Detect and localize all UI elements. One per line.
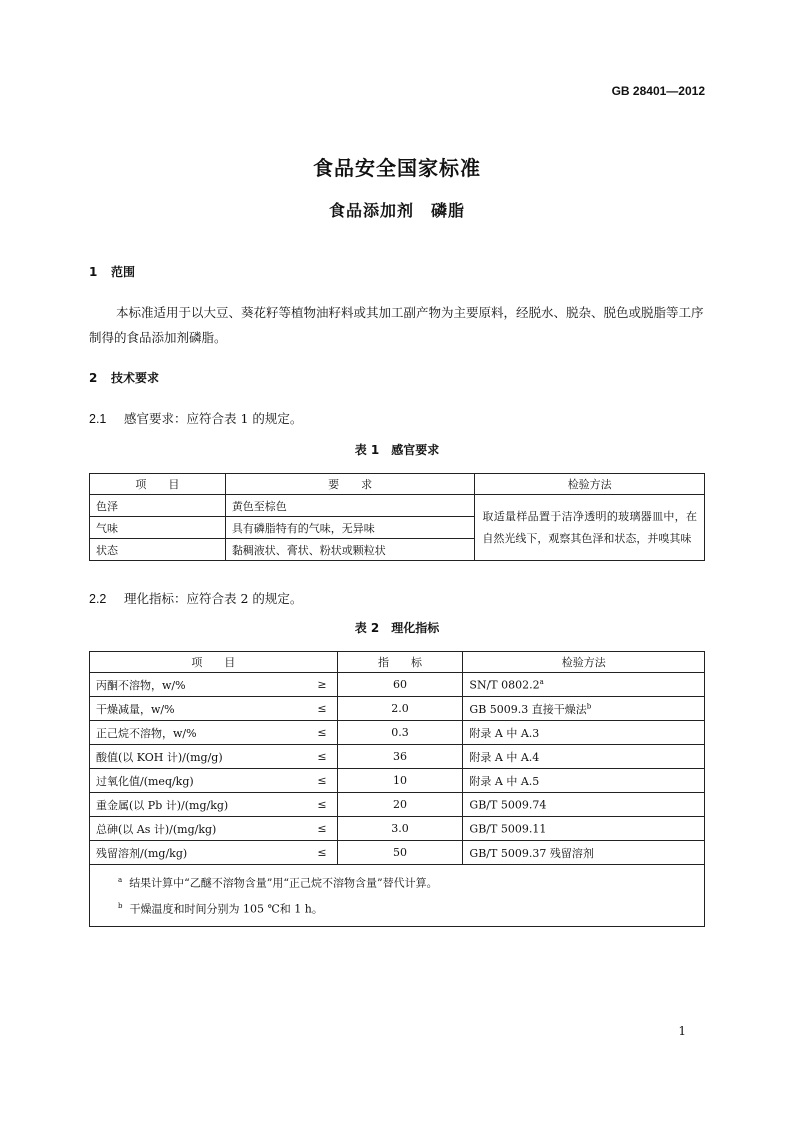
row-item: 干燥减量，w/% (90, 697, 290, 721)
row-comparator: ≤ (289, 769, 337, 793)
row-method (463, 817, 705, 841)
row-value: 3.0 (337, 817, 463, 841)
clause-2-2 (89, 589, 302, 607)
clause-number: 2.2 (89, 592, 107, 606)
row-requirement: 黏稠液状、膏状、粉状或颗粒状 (225, 539, 475, 561)
section-2-heading (89, 369, 159, 386)
row-value: 10 (337, 769, 463, 793)
table-header-row (90, 652, 705, 673)
table-row (90, 721, 705, 745)
table-row (90, 673, 705, 697)
row-item: 酸值(以 KOH 计)/(mg/g) (90, 745, 290, 769)
table-1-caption: 表 1 感官要求 (354, 443, 440, 457)
method-text: SN/T 0802.2 (469, 678, 540, 692)
row-value: 0.3 (337, 721, 463, 745)
note-text: 干燥温度和时间分别为 105 ℃和 1 h。 (129, 902, 323, 916)
header-item: 项 目 (90, 474, 226, 495)
row-value: 36 (337, 745, 463, 769)
standard-code: GB 28401—2012 (611, 84, 705, 98)
row-comparator: ≤ (289, 793, 337, 817)
method-note-mark: a (539, 677, 544, 686)
table-1-sensory (89, 473, 705, 561)
row-method (463, 673, 705, 697)
row-comparator: ≤ (289, 841, 337, 865)
document-subtitle: 食品添加剂 磷脂 (328, 201, 465, 220)
clause-text: 理化指标：应符合表 2 的规定。 (124, 591, 303, 606)
section-number: 1 (89, 265, 98, 279)
scope-paragraph: 本标准适用于以大豆、葵花籽等植物油籽料或其加工副产物为主要原料，经脱水、脱杂、脱色或脱脂等工序制得的食品添加剂磷脂。 (89, 305, 704, 345)
note-mark: a (118, 876, 123, 884)
clause-text: 感官要求：应符合表 1 的规定。 (124, 411, 303, 426)
row-method (463, 769, 705, 793)
page-number: 1 (678, 1024, 686, 1038)
row-value: 50 (337, 841, 463, 865)
note-mark: b (118, 901, 123, 910)
row-comparator: ≤ (289, 721, 337, 745)
method-text: GB 5009.3 直接干燥法 (469, 702, 587, 716)
sensory-method: 取适量样品置于洁净透明的玻璃器皿中，在自然光线下，观察其色泽和状态，并嗅其味 (475, 495, 705, 561)
method-text: 附录 A 中 A.5 (469, 774, 540, 788)
table-row (90, 495, 705, 517)
method-note-mark: b (586, 701, 592, 710)
row-value: 2.0 (337, 697, 463, 721)
table-row (90, 769, 705, 793)
table-row (90, 697, 705, 721)
table-notes-row (90, 865, 705, 927)
row-item: 过氧化值/(meq/kg) (90, 769, 290, 793)
row-item: 残留溶剂/(mg/kg) (90, 841, 290, 865)
note-b (118, 895, 704, 921)
row-item: 气味 (90, 517, 226, 539)
method-text: GB/T 5009.74 (469, 798, 547, 812)
header-item: 项 目 (90, 652, 338, 673)
table-header-row (90, 474, 705, 495)
header-requirement: 要 求 (225, 474, 475, 495)
table-row (90, 745, 705, 769)
row-value: 20 (337, 793, 463, 817)
note-text: 结果计算中“乙醚不溶物含量”用“正己烷不溶物含量”替代计算。 (129, 876, 438, 890)
table-row (90, 817, 705, 841)
method-text: GB/T 5009.11 (469, 822, 547, 836)
section-title: 范围 (111, 265, 136, 279)
table-notes (90, 865, 705, 927)
header-method: 检验方法 (475, 474, 705, 495)
row-method (463, 841, 705, 865)
method-text: 附录 A 中 A.3 (469, 726, 540, 740)
row-item: 总砷(以 As 计)/(mg/kg) (90, 817, 290, 841)
row-item: 正己烷不溶物，w/% (90, 721, 290, 745)
row-comparator: ≥ (289, 673, 337, 697)
method-text: GB/T 5009.37 残留溶剂 (469, 846, 594, 860)
section-number: 2 (89, 371, 98, 385)
section-title: 技术要求 (111, 371, 160, 385)
header-index: 指 标 (337, 652, 463, 673)
row-requirement: 黄色至棕色 (225, 495, 475, 517)
document-title: 食品安全国家标准 (313, 156, 481, 180)
clause-2-1 (89, 409, 302, 427)
table-row (90, 841, 705, 865)
method-text: 附录 A 中 A.4 (469, 750, 540, 764)
row-requirement: 具有磷脂特有的气味，无异味 (225, 517, 475, 539)
row-method (463, 697, 705, 721)
row-item: 状态 (90, 539, 226, 561)
table-row (90, 793, 705, 817)
header-method: 检验方法 (463, 652, 705, 673)
row-item: 丙酮不溶物，w/% (90, 673, 290, 697)
row-comparator: ≤ (289, 817, 337, 841)
row-method (463, 745, 705, 769)
table-2-physicochemical (89, 651, 705, 927)
row-method (463, 721, 705, 745)
row-value: 60 (337, 673, 463, 697)
row-method (463, 793, 705, 817)
table-2-caption: 表 2 理化指标 (354, 621, 440, 635)
row-item: 重金属(以 Pb 计)/(mg/kg) (90, 793, 290, 817)
row-item: 色泽 (90, 495, 226, 517)
note-a (118, 869, 704, 895)
row-comparator: ≤ (289, 745, 337, 769)
row-comparator: ≤ (289, 697, 337, 721)
section-1-heading (89, 263, 135, 280)
clause-number: 2.1 (89, 412, 107, 426)
